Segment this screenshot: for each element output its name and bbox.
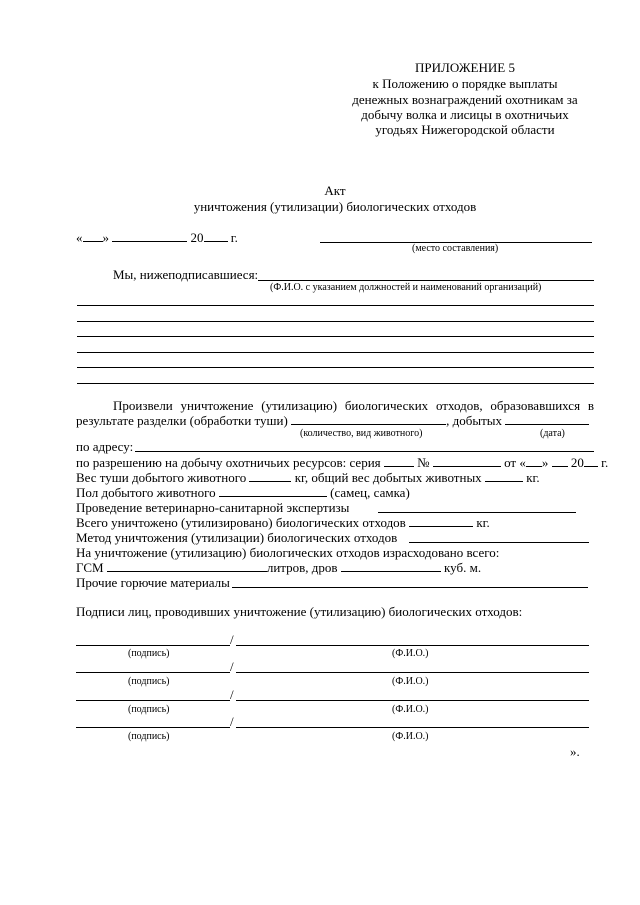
appendix-number: ПРИЛОЖЕНИЕ 5: [415, 60, 515, 75]
month-blank[interactable]: [112, 230, 187, 242]
vet-label: Проведение ветеринарно-санитарной экспертизы: [76, 500, 350, 515]
signatories-caption: (Ф.И.О. с указанием должностей и наименований организаций): [270, 282, 542, 293]
firewood-blank[interactable]: [341, 560, 441, 572]
signature-slash: /: [230, 632, 234, 647]
carcass-weight-blank[interactable]: [249, 470, 291, 482]
total-label: Всего уничтожено (утилизировано) биологических отходов: [76, 515, 406, 530]
address-label: по адресу:: [76, 439, 134, 454]
fuel-label: ГСМ: [76, 560, 104, 575]
firewood-label: литров, дров: [266, 560, 338, 575]
signatures-heading: Подписи лиц, проводивших уничтожение (утилизацию) биологических отходов:: [76, 604, 523, 619]
signatories-line[interactable]: [77, 352, 594, 353]
permit-day-blank[interactable]: [526, 455, 542, 467]
header-line: угодьях Нижегородской области: [375, 122, 555, 137]
signature-line[interactable]: [76, 700, 230, 701]
signature-caption: (подпись): [128, 676, 170, 687]
permit-number-blank[interactable]: [433, 455, 501, 467]
close-quote: »: [102, 230, 109, 245]
permit-row: [76, 455, 608, 470]
total-weight-blank[interactable]: [485, 470, 523, 482]
date-caption: (дата): [540, 428, 565, 439]
permit-year-blank[interactable]: [584, 455, 598, 467]
signatories-line[interactable]: [77, 321, 594, 322]
total-unit: кг.: [476, 515, 490, 530]
place-caption: (место составления): [412, 243, 499, 254]
signature-caption: (подпись): [128, 648, 170, 659]
header-line: добычу волка и лисицы в охотничьих: [361, 107, 569, 122]
address-line[interactable]: [135, 451, 594, 452]
weight-row: [76, 470, 540, 485]
animal-caption: (количество, вид животного): [300, 428, 423, 439]
fuel-row: [76, 560, 481, 575]
date-row: [76, 230, 238, 245]
other-label: Прочие горючие материалы: [76, 575, 230, 590]
signatories-line[interactable]: [77, 367, 594, 368]
permit-label: по разрешению на добычу охотничьих ресурсов: серия: [76, 455, 381, 470]
signature-slash: /: [230, 714, 234, 729]
sex-blank[interactable]: [219, 485, 327, 497]
act-title: Акт: [324, 183, 346, 198]
signature-slash: /: [230, 659, 234, 674]
body-para-start: Произвели уничтожение (утилизацию) биологических отходов, образовавшихся в: [113, 398, 594, 413]
signature-line[interactable]: [76, 672, 230, 673]
name-caption: (Ф.И.О.): [392, 704, 429, 715]
permit-year-suffix: г.: [601, 455, 609, 470]
name-caption: (Ф.И.О.): [392, 648, 429, 659]
signature-line[interactable]: [76, 645, 230, 646]
method-line[interactable]: [409, 542, 589, 543]
dobytykh-label: , добытых: [446, 413, 502, 428]
signatories-line[interactable]: [77, 305, 594, 306]
permit-year-prefix: 20: [570, 455, 584, 470]
series-blank[interactable]: [384, 455, 414, 467]
signature-slash: /: [230, 687, 234, 702]
total-blank[interactable]: [409, 515, 473, 527]
spent-label: На уничтожение (утилизацию) биологических отходов израсходовано всего:: [76, 545, 500, 560]
sex-row: [76, 485, 410, 500]
weight-label: Вес туши добытого животного: [76, 470, 247, 485]
name-line[interactable]: [236, 645, 589, 646]
method-label: Метод уничтожения (утилизации) биологических отходов: [76, 530, 398, 545]
animal-blank[interactable]: [291, 413, 446, 425]
name-caption: (Ф.И.О.): [392, 676, 429, 687]
body-line-2: [76, 413, 589, 428]
weight-unit: кг.: [526, 470, 540, 485]
signatories-line[interactable]: [77, 383, 594, 384]
act-subtitle: уничтожения (утилизации) биологических отходов: [193, 199, 477, 214]
firewood-unit: куб. м.: [444, 560, 482, 575]
name-line[interactable]: [236, 727, 589, 728]
name-line[interactable]: [236, 672, 589, 673]
permit-from: от «: [504, 455, 526, 470]
name-line[interactable]: [236, 700, 589, 701]
year-suffix: г.: [230, 230, 238, 245]
day-blank[interactable]: [83, 230, 103, 242]
signatories-line[interactable]: [77, 336, 594, 337]
name-caption: (Ф.И.О.): [392, 731, 429, 742]
permit-close-quote: »: [541, 455, 549, 470]
total-row: [76, 515, 490, 530]
header-line: денежных вознаграждений охотникам за: [352, 92, 578, 107]
year-prefix: 20: [190, 230, 204, 245]
header-line: к Положению о порядке выплаты: [372, 76, 558, 91]
signatories-line[interactable]: [258, 280, 594, 281]
signature-caption: (подпись): [128, 704, 170, 715]
sex-hint: (самец, самка): [330, 485, 410, 500]
date-blank[interactable]: [505, 413, 589, 425]
closing-quote: ».: [570, 744, 580, 759]
number-sign: №: [417, 455, 430, 470]
tusha-label: результате разделки (обработки туши): [76, 413, 288, 428]
other-line[interactable]: [232, 587, 588, 588]
vet-line[interactable]: [378, 512, 576, 513]
open-quote: «: [76, 230, 83, 245]
permit-month-blank[interactable]: [552, 455, 568, 467]
year-blank[interactable]: [204, 230, 228, 242]
signatories-label: Мы, нижеподписавшиеся:: [113, 267, 259, 282]
signature-caption: (подпись): [128, 731, 170, 742]
fuel-blank[interactable]: [107, 560, 267, 572]
sex-label: Пол добытого животного: [76, 485, 216, 500]
signature-line[interactable]: [76, 727, 230, 728]
total-weight-label: кг, общий вес добытых животных: [294, 470, 482, 485]
